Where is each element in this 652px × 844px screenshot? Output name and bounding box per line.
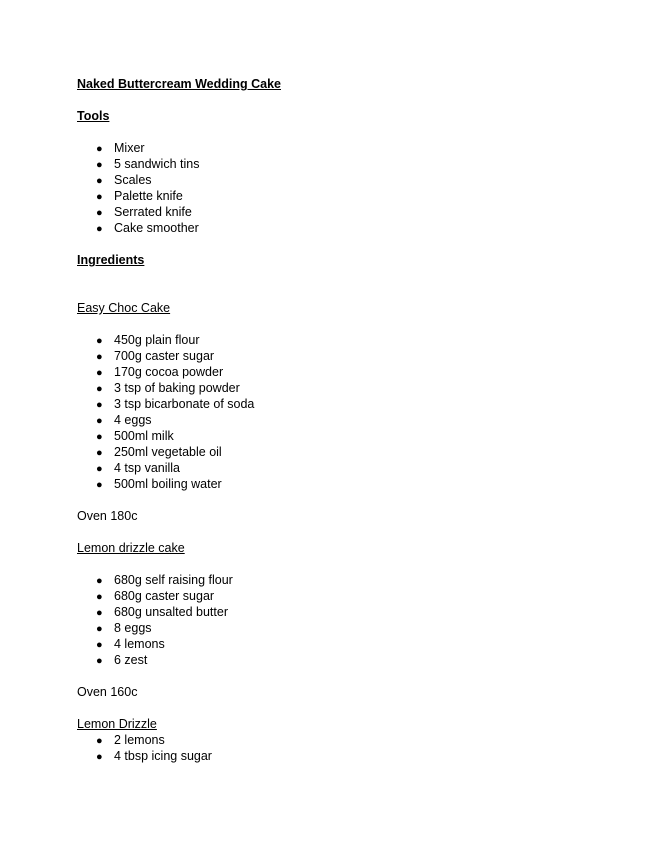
list-item-text: 4 eggs — [114, 413, 152, 427]
list-item — [96, 476, 222, 493]
bullet-icon: ● — [96, 463, 103, 475]
list-item-text: 680g self raising flour — [114, 573, 233, 587]
list-item — [96, 636, 165, 653]
lemon-drizzle-heading: Lemon Drizzle — [77, 717, 157, 731]
list-item-text: 4 tbsp icing sugar — [114, 749, 212, 763]
list-item — [96, 156, 199, 173]
list-item — [96, 732, 165, 749]
list-item — [96, 620, 152, 637]
bullet-icon: ● — [96, 415, 103, 427]
bullet-icon: ● — [96, 223, 103, 235]
list-item — [96, 444, 222, 461]
list-item — [96, 140, 145, 157]
list-item-text: 680g unsalted butter — [114, 605, 228, 619]
list-item-text: 4 tsp vanilla — [114, 461, 181, 475]
bullet-icon: ● — [96, 175, 103, 187]
list-item — [96, 748, 212, 765]
list-item-text: 4 lemons — [114, 637, 165, 651]
list-item — [96, 188, 183, 205]
bullet-icon: ● — [96, 591, 103, 603]
list-item — [96, 412, 152, 429]
list-item — [96, 460, 180, 477]
list-item-text: 450g plain flour — [114, 333, 200, 347]
list-item — [96, 396, 254, 413]
list-item-text: 8 eggs — [114, 621, 152, 635]
lemon-cake-heading: Lemon drizzle cake — [77, 541, 185, 555]
bullet-icon: ● — [96, 191, 103, 203]
list-item-text: 6 zest — [114, 653, 148, 667]
bullet-icon: ● — [96, 399, 103, 411]
list-item — [96, 652, 147, 669]
list-item — [96, 428, 174, 445]
list-item-text: 3 tsp of baking powder — [114, 381, 240, 395]
list-item-text: Cake smoother — [114, 221, 199, 235]
list-item — [96, 380, 240, 397]
list-item-text: Serrated knife — [114, 205, 192, 219]
list-item-text: 500ml boiling water — [114, 477, 222, 491]
easy-choc-oven: Oven 180c — [77, 509, 138, 523]
list-item — [96, 172, 152, 189]
bullet-icon: ● — [96, 655, 103, 667]
bullet-icon: ● — [96, 639, 103, 651]
list-item — [96, 220, 199, 237]
bullet-icon: ● — [96, 735, 103, 747]
list-item-text: Palette knife — [114, 189, 183, 203]
list-item — [96, 204, 192, 221]
easy-choc-heading: Easy Choc Cake — [77, 301, 171, 315]
document-title: Naked Buttercream Wedding Cake — [77, 77, 281, 91]
bullet-icon: ● — [96, 575, 103, 587]
list-item-text: 170g cocoa powder — [114, 365, 224, 379]
list-item — [96, 588, 214, 605]
bullet-icon: ● — [96, 431, 103, 443]
list-item-text: 3 tsp bicarbonate of soda — [114, 397, 255, 411]
list-item — [96, 348, 214, 365]
bullet-icon: ● — [96, 159, 103, 171]
list-item-text: 500ml milk — [114, 429, 174, 443]
bullet-icon: ● — [96, 751, 103, 763]
bullet-icon: ● — [96, 447, 103, 459]
bullet-icon: ● — [96, 607, 103, 619]
bullet-icon: ● — [96, 623, 103, 635]
bullet-icon: ● — [96, 479, 103, 491]
list-item — [96, 572, 233, 589]
ingredients-heading: Ingredients — [77, 253, 145, 267]
list-item-text: 2 lemons — [114, 733, 165, 747]
bullet-icon: ● — [96, 351, 103, 363]
bullet-icon: ● — [96, 143, 103, 155]
list-item-text: 700g caster sugar — [114, 349, 215, 363]
list-item — [96, 604, 228, 621]
list-item-text: 250ml vegetable oil — [114, 445, 222, 459]
bullet-icon: ● — [96, 207, 103, 219]
lemon-cake-oven: Oven 160c — [77, 685, 138, 699]
bullet-icon: ● — [96, 383, 103, 395]
list-item — [96, 332, 199, 349]
list-item-text: Mixer — [114, 141, 145, 155]
bullet-icon: ● — [96, 335, 103, 347]
list-item-text: Scales — [114, 173, 152, 187]
list-item — [96, 364, 223, 381]
list-item-text: 680g caster sugar — [114, 589, 215, 603]
bullet-icon: ● — [96, 367, 103, 379]
list-item-text: 5 sandwich tins — [114, 157, 200, 171]
tools-heading: Tools — [77, 109, 110, 123]
